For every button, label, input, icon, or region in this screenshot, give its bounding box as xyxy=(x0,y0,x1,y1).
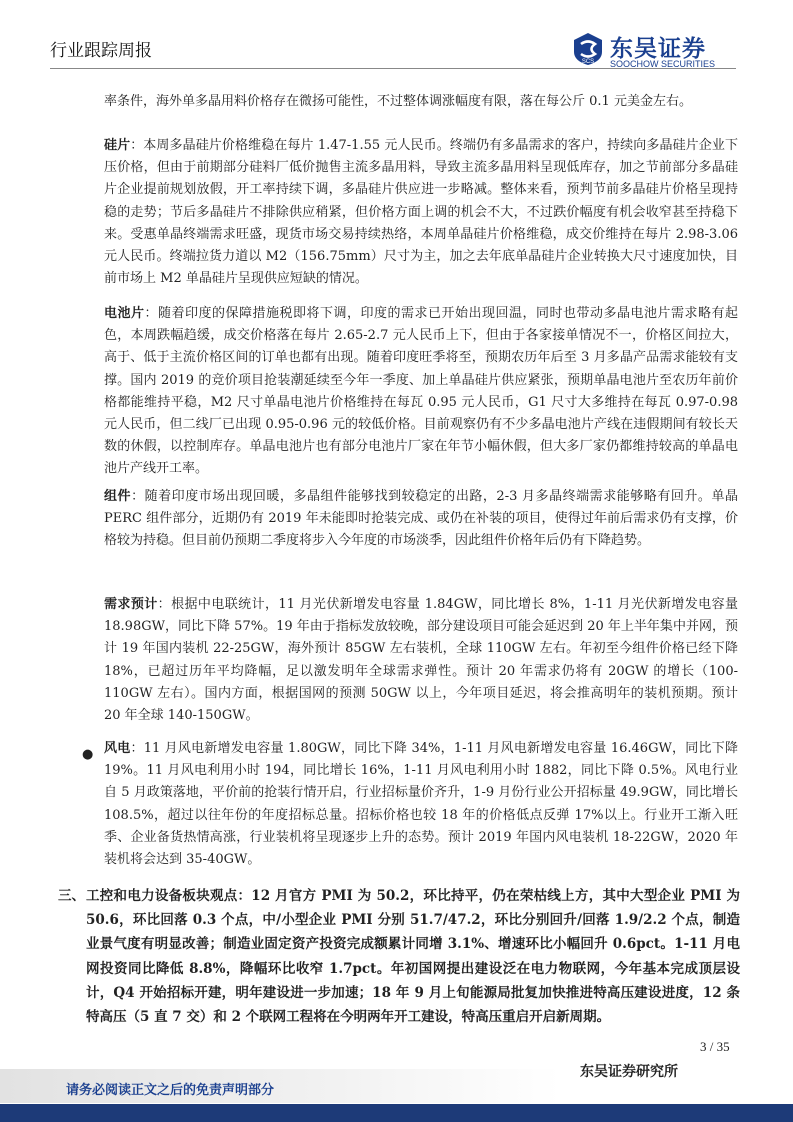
page-number: 3 / 35 xyxy=(700,1039,730,1054)
paragraph-module xyxy=(104,486,738,553)
section-number: 三、 xyxy=(58,888,85,904)
paragraph-text: ：根据中电联统计，11 月光伏新增发电容量 1.84GW，同比增长 8%，1-11 月光伏新增发电容量 18.98GW，同比下降 57%。19 年由于指标发放较晚，部分建设项目可能会延迟到 20 年上半年集中并网，预计 19 年国内装机 22-25GW，海外预计 85GW 左右装机，全球 110GW 左右。年初至今组件价格已经下降 18%，已超过历年平均降幅，足以激发明年全球需求弹性。预计 20 年需求仍将有 20GW 的增长（100-110GW 左右）。国内方面，根据国网的预测 50GW 以上，今年项目延迟，将会推高明年的装机预期。预计 20 年全球 140-150GW。 xyxy=(104,597,738,724)
paragraph-demand-forecast xyxy=(104,594,738,727)
paragraph-text: ：本周多晶硅片价格维稳在每片 1.47-1.55 元人民币。终端仍有多晶需求的客户，持续向多晶硅片企业下压价格，但由于前期部分硅料厂低价抛售主流多晶用料，导致主流多晶用料呈现低库存，加之节前部分多晶硅片企业提前规划放假，开工率持续下调，多晶硅片供应进一步略减。整体来看，预判节前多晶硅片价格呈现持稳的走势；节后多晶硅片不排除供应稍紧，但价格方面上调的机会不大，不过跌价幅度有机会收窄甚至持稳下来。受惠单晶终端需求旺盛，现货市场交易持续热络，本周单晶硅片价格维稳，成交价维持在每片 2.98-3.06 元人民币。终端拉货力道以 M2（156.75mm）尺寸为主，加之去年底单晶硅片企业转换大尺寸速度加快，目前市场上 M2 单晶硅片呈现供应短缺的情况。 xyxy=(104,138,738,287)
paragraph-wafer xyxy=(104,135,738,290)
logo-chinese-name: 东吴证券 xyxy=(610,36,706,62)
report-type-title: 行业跟踪周报 xyxy=(50,41,152,61)
paragraph-text: ：随着印度市场出现回暖，多晶组件能够找到较稳定的出路，2-3 月多晶终端需求能够略有回升。单晶 PERC 组件部分，近期仍有 2019 年未能即时抢装完成、或仍在补装的项目，使得过年前后需求仍有支撑，价格较为持稳。但目前仍预期二季度将步入今年度的市场淡季，因此组件价格年后仍有下降趋势。 xyxy=(104,489,738,549)
paragraph-lead: 组件 xyxy=(104,489,132,504)
section-text: 工控和电力设备板块观点：12 月官方 PMI 为 50.2，环比持平，仍在荣枯线上方，其中大型企业 PMI 为 50.6，环比回落 0.3 个点，中/小型企业 PMI 分别 51.7/47.2，环比分别回升/回落 1.9/2.2 个点，制造业景气度有明显改善；制造业固定资产投资完成额累计同增 3.1%、增速环比小幅回升 0.6pct。1-11 月电网投资同比降低 8.8%，降幅环比收窄 1.7pct。年初国网提出建设泛在电力物联网，今年基本完成顶层设计，Q4 开始招标开建，明年建设进一步加速；18 年 9 月上旬能源局批复加快推进特高压建设进度，12 条特高压（5 直 7 交）和 2 个联网工程将在今明两年开工建设，特高压重启开启新周期。 xyxy=(86,888,740,1026)
paragraph-cell xyxy=(104,303,738,481)
header-divider xyxy=(50,68,736,69)
logo-mark-text: SCS xyxy=(581,59,595,65)
section-3-viewpoint xyxy=(58,884,740,1029)
disclaimer-note: 请务必阅读正文之后的免责声明部分 xyxy=(66,1083,275,1098)
paragraph-lead: 电池片 xyxy=(104,306,145,321)
paragraph-text: 率条件，海外单多晶用料价格存在微扬可能性，不过整体调涨幅度有限，落在每公斤 0.1 元美金左右。 xyxy=(104,94,692,109)
paragraph-lead: 硅片 xyxy=(104,138,131,153)
paragraph-text: ：11 月风电新增发电容量 1.80GW，同比下降 34%，1-11 月风电新增发电容量 16.46GW，同比下降 19%。11 月风电利用小时 194，同比增长 16%，1-11 月风电利用小时 1882，同比下降 0.5%。风电行业自 5 月政策落地，平价前的抢装行情开启，行业招标量价齐升，1-9 月份行业公开招标量 49.9GW，同比增长 108.5%，超过以往年份的年度招标总量。招标价格也较 18 年的价格低点反弹 17%以上。行业开工渐入旺季、企业备货热情高涨，行业装机将呈现逐步上升的态势。预计 2019 年国内风电装机 18-22GW，2020 年装机将会达到 35-40GW。 xyxy=(104,741,738,868)
logo-english-name: SOOCHOW SECURITIES xyxy=(610,59,716,69)
bullet-icon: ● xyxy=(82,747,94,762)
institute-name: 东吴证券研究所 xyxy=(580,1064,678,1080)
paragraph-lead: 风电 xyxy=(104,741,131,756)
footer-bar xyxy=(0,1104,793,1122)
paragraph-lead: 需求预计 xyxy=(104,597,158,612)
paragraph-text: ：随着印度的保障措施税即将下调，印度的需求已开始出现回温，同时也带动多晶电池片需求略有起色，本周跌幅趋缓，成交价格落在每片 2.65-2.7 元人民币上下，但由于各家接单情况不一，价格区间拉大，高于、低于主流价格区间的订单也都有出现。随着印度旺季将至，预期农历年后至 3 月多晶产品需求能较有支撑。国内 2019 的竞价项目抢装潮延续至今年一季度、加上单晶硅片供应紧张，预期单晶电池片至农历年前价格都能维持平稳，M2 尺寸单晶电池片价格维持在每瓦 0.95 元人民币，G1 尺寸大多维持在每瓦 0.97-0.98 元人民币，但二线厂已出现 0.95-0.96 元的较低价格。目前观察仍有不少多晶电池片产线在违假期间有较长天数的休假，以控制库存。单晶电池片也有部分电池片厂家在年节小幅休假，但大多厂家仍都维持较高的单晶电池片产线开工率。 xyxy=(104,306,738,477)
paragraph-wind-power xyxy=(104,738,738,871)
paragraph-materials-tail xyxy=(104,91,738,113)
company-logo xyxy=(572,30,742,70)
scs-logo-icon xyxy=(572,32,604,66)
